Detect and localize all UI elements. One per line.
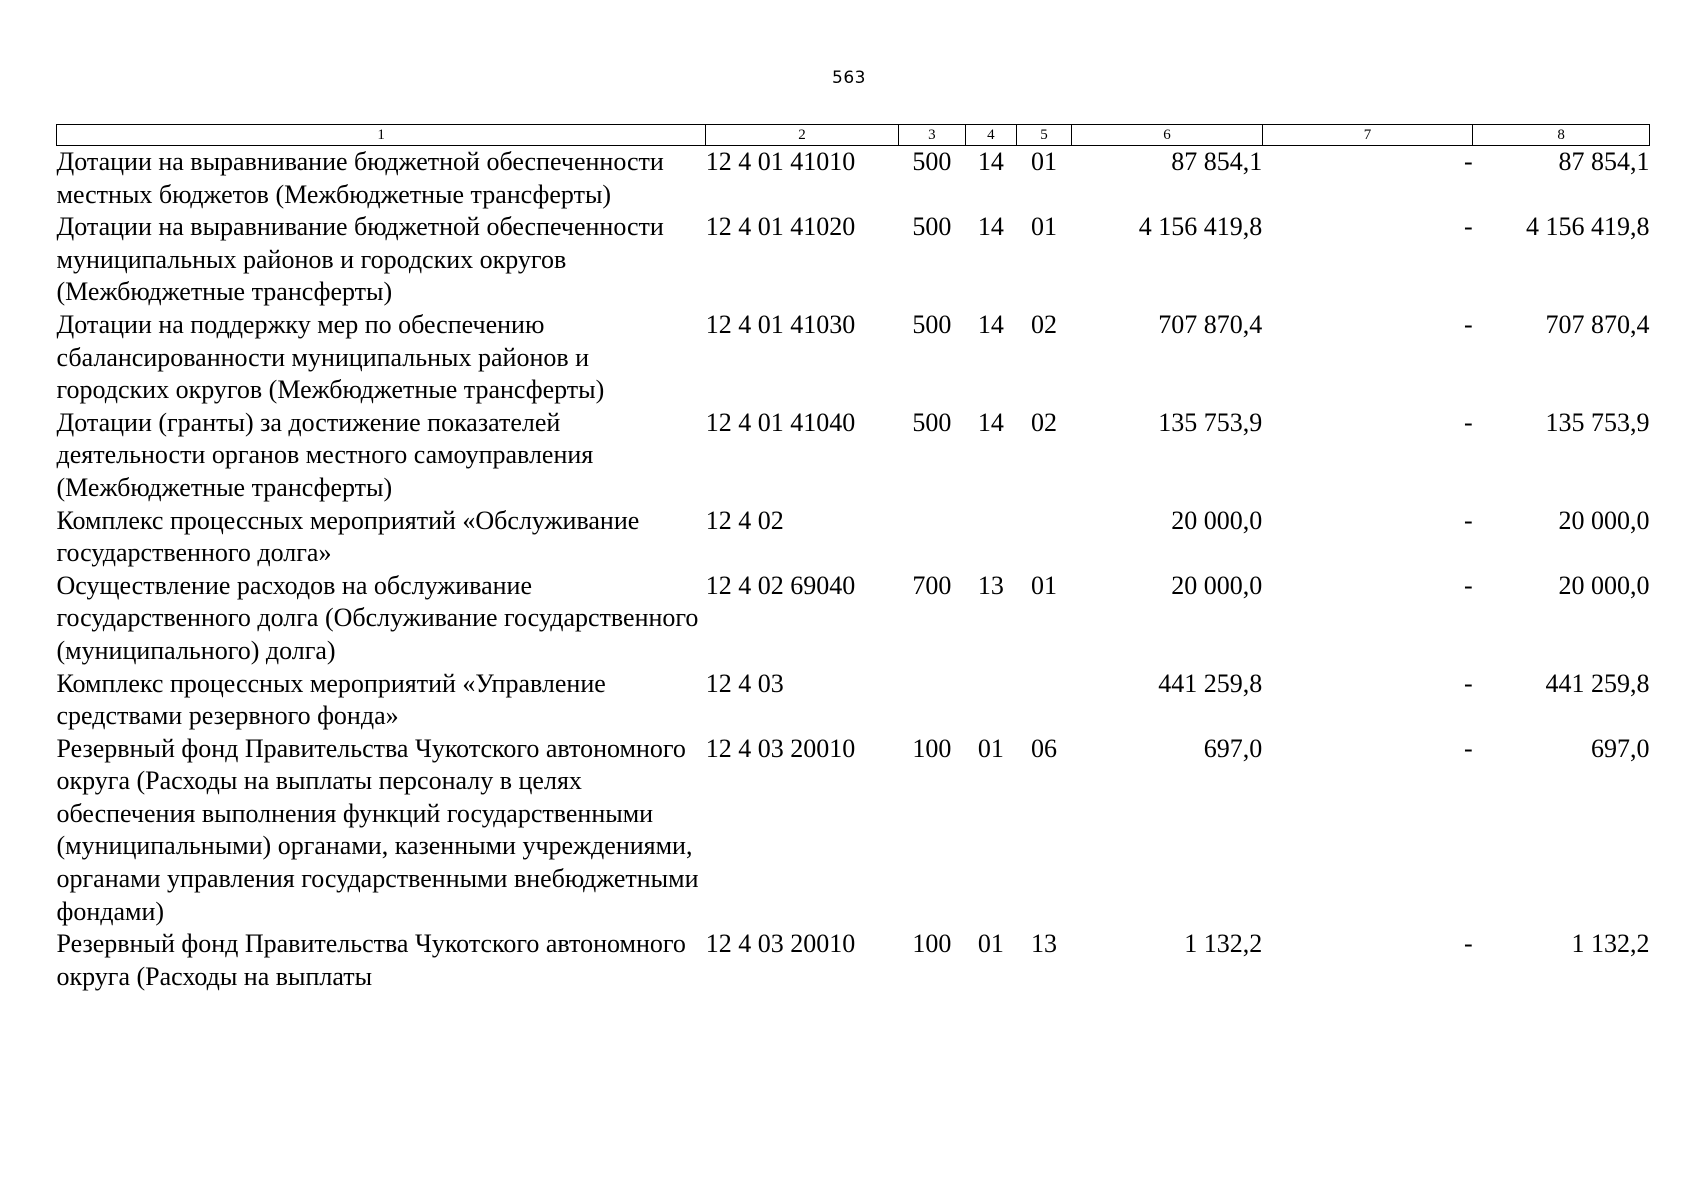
row-col-5: 01 (1030, 570, 1057, 600)
row-col-7: - (1464, 668, 1473, 698)
page-number: 563 (832, 68, 866, 88)
header-col-5: 5 (1016, 125, 1072, 146)
table-row (57, 928, 1650, 993)
row-col-5: 02 (1030, 407, 1057, 437)
row-target-code: 12 4 03 (705, 668, 784, 698)
row-col-8: 20 000,0 (1558, 505, 1650, 535)
row-col-7: - (1464, 407, 1473, 437)
row-col-6: 441 259,8 (1158, 668, 1263, 698)
column-number-header (57, 125, 1650, 146)
row-target-code: 12 4 01 41030 (705, 309, 856, 339)
row-col-4: 14 (977, 309, 1004, 339)
table-row (57, 668, 1650, 733)
header-col-3: 3 (898, 125, 965, 146)
row-col-3: 500 (912, 407, 952, 437)
row-col-3: 700 (912, 570, 952, 600)
row-target-code: 12 4 02 (705, 505, 784, 535)
row-col-6: 87 854,1 (1171, 147, 1263, 176)
row-col-3: 100 (912, 733, 952, 763)
row-name: Резервный фонд Правительства Чукотского автономного округа (Расходы на выплаты персоналу в целях обеспечения выполнения функций государственными (муниципальными) органами, казенными учреждениями, органами управления государственными внебюджетными фондами) (56, 733, 699, 926)
row-col-3: 500 (912, 147, 952, 176)
row-col-5: 02 (1030, 309, 1057, 339)
row-name: Дотации (гранты) за достижение показателей деятельности органов местного самоуправления (Межбюджетные трансферты) (56, 407, 594, 502)
row-col-5: 13 (1030, 929, 1057, 959)
header-col-4: 4 (966, 125, 1017, 146)
row-col-7: - (1464, 733, 1473, 763)
row-target-code: 12 4 01 41010 (705, 147, 856, 176)
header-col-6: 6 (1072, 125, 1262, 146)
row-col-4: 01 (977, 733, 1004, 763)
row-col-4 (966, 505, 1017, 570)
row-col-5: 06 (1030, 733, 1057, 763)
row-name: Дотации на поддержку мер по обеспечению сбалансированности муниципальных районов и городских округов (Межбюджетные трансферты) (56, 309, 605, 405)
row-col-6: 1 132,2 (1184, 929, 1263, 959)
row-col-3: 100 (912, 929, 952, 959)
row-name: Резервный фонд Правительства Чукотского автономного округа (Расходы на выплаты (56, 929, 686, 991)
row-target-code: 12 4 02 69040 (705, 570, 856, 600)
row-col-8: 1 132,2 (1571, 929, 1650, 959)
row-col-4: 13 (977, 570, 1004, 600)
row-col-6: 697,0 (1203, 733, 1263, 763)
row-col-7: - (1464, 212, 1473, 242)
row-col-5: 01 (1030, 212, 1057, 242)
row-target-code: 12 4 01 41040 (705, 407, 856, 437)
row-col-7: - (1464, 147, 1473, 176)
row-col-7: - (1464, 505, 1473, 535)
row-col-8: 441 259,8 (1545, 668, 1650, 698)
row-col-4: 14 (977, 407, 1004, 437)
row-col-3: 500 (912, 212, 952, 242)
row-col-7: - (1464, 929, 1473, 959)
table-row (57, 733, 1650, 929)
row-col-8: 4 156 419,8 (1526, 212, 1650, 242)
row-col-8: 135 753,9 (1545, 407, 1650, 437)
row-name: Дотации на выравнивание бюджетной обеспеченности муниципальных районов и городских округов (Межбюджетные трансферты) (56, 212, 664, 307)
row-col-3 (898, 668, 965, 733)
row-col-3 (898, 505, 965, 570)
row-target-code: 12 4 01 41020 (705, 212, 856, 242)
row-col-5 (1016, 668, 1072, 733)
header-col-7: 7 (1262, 125, 1472, 146)
row-target-code: 12 4 03 20010 (705, 733, 856, 763)
table-row (57, 407, 1650, 505)
row-col-6: 707 870,4 (1158, 309, 1263, 339)
row-target-code: 12 4 03 20010 (705, 929, 856, 959)
row-col-3: 500 (912, 309, 952, 339)
row-name: Дотации на выравнивание бюджетной обеспеченности местных бюджетов (Межбюджетные трансферты) (56, 147, 664, 209)
row-col-8: 87 854,1 (1558, 147, 1650, 176)
row-col-8: 707 870,4 (1545, 309, 1650, 339)
table-row (57, 570, 1650, 668)
row-col-6: 20 000,0 (1171, 570, 1263, 600)
row-col-4: 01 (977, 929, 1004, 959)
header-col-2: 2 (706, 125, 899, 146)
row-col-8: 20 000,0 (1558, 570, 1650, 600)
row-name: Комплекс процессных мероприятий «Управление средствами резервного фонда» (56, 668, 606, 731)
header-col-1: 1 (57, 125, 706, 146)
row-col-7: - (1464, 570, 1473, 600)
row-col-6: 20 000,0 (1171, 505, 1263, 535)
row-col-5 (1016, 505, 1072, 570)
row-col-6: 135 753,9 (1158, 407, 1263, 437)
table-row (57, 505, 1650, 570)
row-col-4: 14 (977, 147, 1004, 176)
header-col-8: 8 (1473, 125, 1650, 146)
row-col-7: - (1464, 309, 1473, 339)
table-row (57, 146, 1650, 212)
table-row (57, 211, 1650, 309)
row-name: Комплекс процессных мероприятий «Обслуживание государственного долга» (56, 505, 640, 568)
row-col-8: 697,0 (1591, 733, 1650, 763)
row-name: Осуществление расходов на обслуживание государственного долга (Обслуживание государственного (муниципального) долга) (56, 570, 699, 665)
table-row (57, 309, 1650, 407)
budget-table (56, 124, 1650, 993)
row-col-4 (966, 668, 1017, 733)
row-col-6: 4 156 419,8 (1138, 212, 1263, 242)
row-col-4: 14 (977, 212, 1004, 242)
row-col-5: 01 (1030, 147, 1057, 176)
